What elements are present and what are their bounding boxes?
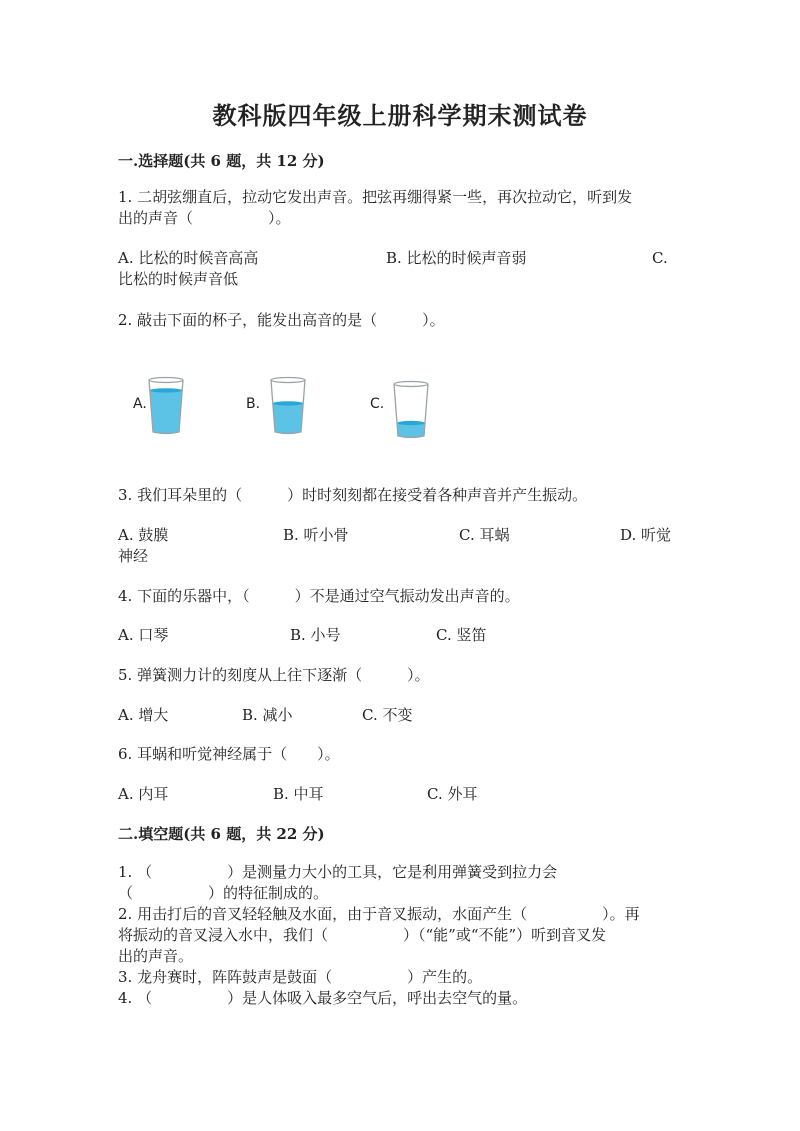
question-1-option-b: B. 比松的时候声音弱 <box>386 249 527 267</box>
fill-question-1 <box>118 862 678 904</box>
water-surface <box>150 388 182 392</box>
question-5-option-c: C. 不变 <box>362 706 413 724</box>
fill-question-1-line2: （ ）的特征制成的。 <box>118 884 329 902</box>
question-1-option-c: C. <box>652 249 668 267</box>
question-3-option-d-cont: 神经 <box>118 547 149 565</box>
question-1-option-c-cont: 比松的时候声音低 <box>118 270 239 288</box>
question-3-stem: 3. 我们耳朵里的（ ）时时刻刻都在接受着各种声音并产生振动。 <box>118 486 588 504</box>
question-3-option-a: A. 鼓膜 <box>118 526 169 544</box>
cup-a-label: A. <box>133 396 147 412</box>
fill-question-3: 3. 龙舟赛时，阵阵鼓声是鼓面（ ）产生的。 <box>118 968 483 986</box>
cup-c-icon <box>391 380 431 440</box>
question-6-option-c: C. 外耳 <box>427 785 478 803</box>
fill-question-2 <box>118 904 678 967</box>
fill-question-1-line1: 1. （ ）是测量力大小的工具，它是利用弹簧受到拉力会 <box>118 863 558 881</box>
fill-question-4: 4. （ ）是人体吸入最多空气后，呼出去空气的量。 <box>118 989 528 1007</box>
question-1-stem <box>118 187 678 229</box>
question-4-option-c: C. 竖笛 <box>436 626 487 644</box>
fill-question-2-line1: 2. 用击打后的音叉轻轻触及水面，由于音叉振动，水面产生（ ）。再 <box>118 905 640 923</box>
cup-b-icon <box>268 376 308 436</box>
cup-c-label: C. <box>370 396 385 412</box>
water-surface <box>397 421 425 425</box>
question-1-line1: 1. 二胡弦绷直后，拉动它发出声音。把弦再绷得紧一些，再次拉动它，听到发 <box>118 188 633 206</box>
fill-question-2-line3: 出的声音。 <box>118 947 194 965</box>
question-1-option-a: A. 比松的时候音高高 <box>118 249 259 267</box>
question-6-option-b: B. 中耳 <box>273 785 324 803</box>
fill-question-2-line2: 将振动的音叉浸入水中，我们（ ）（“能”或“不能”）听到音叉发 <box>118 926 607 944</box>
question-4-stem: 4. 下面的乐器中，（ ）不是通过空气振动发出声音的。 <box>118 587 520 605</box>
cup-a-icon <box>146 376 186 436</box>
glass-rim <box>149 378 183 383</box>
question-6-option-a: A. 内耳 <box>118 785 169 803</box>
glass-rim <box>394 382 428 387</box>
question-3-option-c: C. 耳蜗 <box>459 526 510 544</box>
question-2-stem: 2. 敲击下面的杯子，能发出高音的是（ ）。 <box>118 311 445 329</box>
glass-rim <box>271 378 305 383</box>
question-5-option-a: A. 增大 <box>118 706 169 724</box>
section-heading-choice: 一.选择题(共 6 题，共 12 分) <box>118 152 325 170</box>
question-4-option-a: A. 口琴 <box>118 626 169 644</box>
question-3-option-b: B. 听小骨 <box>283 526 349 544</box>
question-4-option-b: B. 小号 <box>290 626 341 644</box>
water <box>273 403 303 433</box>
water-surface <box>273 401 303 405</box>
question-3-option-d: D. 听觉 <box>620 526 672 544</box>
page-title: 教科版四年级上册科学期末测试卷 <box>212 101 588 130</box>
water <box>150 390 182 433</box>
question-5-option-b: B. 减小 <box>242 706 293 724</box>
question-6-stem: 6. 耳蜗和听觉神经属于（ ）。 <box>118 745 340 763</box>
question-5-stem: 5. 弹簧测力计的刻度从上往下逐渐（ ）。 <box>118 666 430 684</box>
section-heading-fill: 二.填空题(共 6 题，共 22 分) <box>118 825 325 843</box>
question-1-line2: 出的声音（ ）。 <box>118 209 291 227</box>
cup-b-label: B. <box>246 396 261 412</box>
